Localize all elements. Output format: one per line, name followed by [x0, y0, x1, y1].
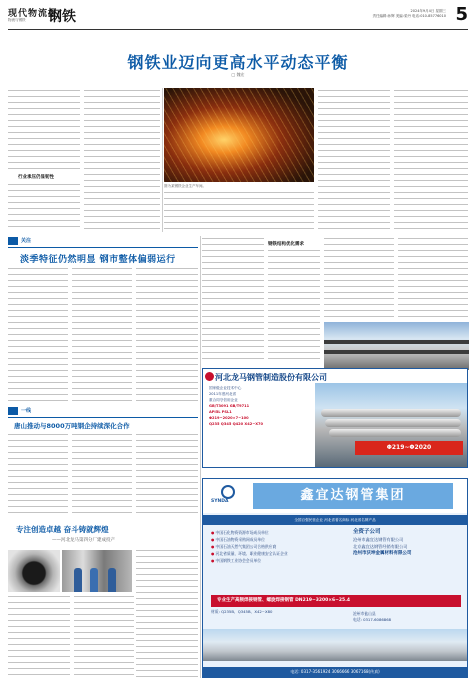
subsidiary-line: 北京鑫宜达钢管经销有限公司	[353, 544, 408, 549]
subsidiaries-title-2: 沧州市沃坤金属材料有限公司	[353, 551, 412, 556]
masthead-editor: 责任编辑:孙辉 美编:梁丹 电话:010-85776010	[372, 14, 446, 18]
masthead-divider	[8, 29, 468, 30]
ad-longma	[202, 368, 468, 468]
lead-text-col-2	[84, 90, 160, 232]
page-number: 5	[455, 4, 468, 25]
lead-photo-furnace	[164, 88, 314, 182]
lead-text-col-1b	[8, 184, 80, 232]
lead-text-col-1	[8, 90, 80, 170]
lead-text-col-4	[318, 90, 390, 232]
section-3-text-col-2	[72, 434, 132, 518]
ad-xinyida-contact	[353, 611, 465, 623]
ad-longma-line: Φ219~2020×7~100	[209, 416, 249, 420]
section-tag-label: 关注	[21, 238, 32, 244]
section-3-text-col-1	[8, 434, 68, 518]
ad-xinyida-bullets	[211, 529, 351, 564]
section-2-text-col-3	[136, 268, 198, 402]
ad-xinyida-spec: 材质: Q235B、Q345B、X42~X80	[211, 609, 273, 614]
bullet-item: ● 中国钢铁工业协会会员单位	[211, 557, 351, 564]
section-4-text-col-1	[8, 596, 70, 678]
section-tag-label: 一线	[21, 408, 32, 414]
ad-longma-line: 国家级企业技术中心	[209, 386, 242, 390]
section-4-headline: 专注创造卓越 奋斗铸就辉煌	[16, 525, 109, 534]
column-divider	[162, 88, 163, 232]
longma-logo-icon	[205, 372, 214, 381]
ad-xinyida	[202, 478, 468, 678]
section-2-text-col-2	[72, 268, 132, 402]
lead-cont-col-2	[268, 250, 320, 362]
ad-longma-photo	[315, 383, 467, 467]
ad-longma-line: Q235 Q345 Q420 X42~X70	[209, 422, 263, 426]
section-3-text-col-3	[136, 434, 198, 518]
masthead	[8, 6, 468, 28]
lead-cont-col-4	[398, 238, 468, 320]
tag-marker	[8, 237, 18, 245]
ad-longma-line: 重合同守信用企业	[209, 398, 238, 402]
masthead-date: 2024年9月4日 星期三	[410, 9, 446, 13]
bullet-item: ● 河北省质量、环境、职业健康安全认证企业	[211, 550, 351, 557]
lead-subhead-1: 行业承压仍显韧性	[18, 175, 54, 180]
lead-photo-caption: 图为某钢铁企业生产车间。	[164, 184, 206, 188]
synda-logo-word: SYNDA	[211, 499, 229, 504]
ad-longma-line: GB/T3091 GB/T9711	[209, 404, 250, 408]
section-title: 钢铁	[48, 9, 76, 25]
column-divider	[200, 236, 201, 678]
lead-text-col-5	[394, 90, 468, 232]
ad-xinyida-footer: 电话: 0317-3561924 3066666 3067168(传真)	[203, 667, 467, 677]
subsidiary-line: 沧州市鑫宜达钢管有限公司	[353, 537, 404, 542]
ad-longma-title: 河北龙马钢管制造股份有限公司	[215, 373, 327, 382]
ad-longma-info	[209, 385, 313, 427]
bullet-item: ● 中国石油天然气集团公司合格供应商	[211, 543, 351, 550]
section-4-photo-workers	[62, 550, 132, 592]
newspaper-logo: 现代物流报	[8, 9, 59, 19]
tag-marker	[8, 407, 18, 415]
ad-xinyida-factory-photo	[203, 629, 467, 661]
ad-longma-line: API5L PSL1	[209, 410, 232, 414]
section-rule	[8, 247, 198, 248]
contact-line: 沧州市盐山县	[353, 611, 376, 616]
section-3-headline: 唐山推动与8000万吨钢企持续深化合作	[14, 422, 130, 430]
ad-xinyida-topbar: 全国百强民营企业 河北省著名商标 河北省名牌产品	[203, 515, 467, 525]
lead-subhead-3: 钢铁结构优化需求	[268, 242, 304, 247]
lead-cont-col-1	[202, 238, 264, 362]
bullet-item: ● 中国石化物资资源市场成员单位	[211, 529, 351, 536]
masthead-info	[296, 9, 446, 19]
ad-xinyida-subsidiaries	[353, 529, 463, 557]
ad-longma-line: 2011年度河北省	[209, 392, 237, 396]
lead-byline: □ 魏宏	[231, 72, 245, 77]
section-4-photo-pipe	[8, 550, 60, 592]
lead-headline: 钢铁业迈向更高水平动态平衡	[127, 53, 349, 72]
ad-xinyida-product: 专业生产高频焊接钢管、螺旋焊接钢管 DN219~3200×6~25.4	[211, 595, 461, 607]
section-2-text-col-1	[8, 268, 68, 402]
ad-longma-banner: Φ219~Φ2020	[355, 441, 463, 455]
synda-logo-icon	[211, 485, 245, 507]
ad-xinyida-company: 鑫宜达钢管集团	[253, 483, 453, 509]
lead-photo-pipes	[324, 322, 469, 370]
subsidiaries-title: 全资子公司	[353, 529, 381, 535]
logo-subtitle: 物流与钢铁	[8, 18, 26, 22]
contact-line: 电话: 0317-6086868	[353, 617, 392, 622]
section-4-text-col-2	[74, 596, 134, 678]
section-4-subheadline: ——河北龙马第四分厂建成投产	[52, 538, 115, 543]
bullet-item: ● 中国石油物资采购网成员单位	[211, 536, 351, 543]
section-rule	[8, 417, 198, 418]
lead-text-col-3	[164, 192, 314, 232]
lead-cont-col-3	[324, 238, 394, 320]
section-2-headline: 淡季特征仍然明显 钢市整体偏弱运行	[20, 255, 176, 265]
section-4-text-col-3	[136, 550, 198, 678]
